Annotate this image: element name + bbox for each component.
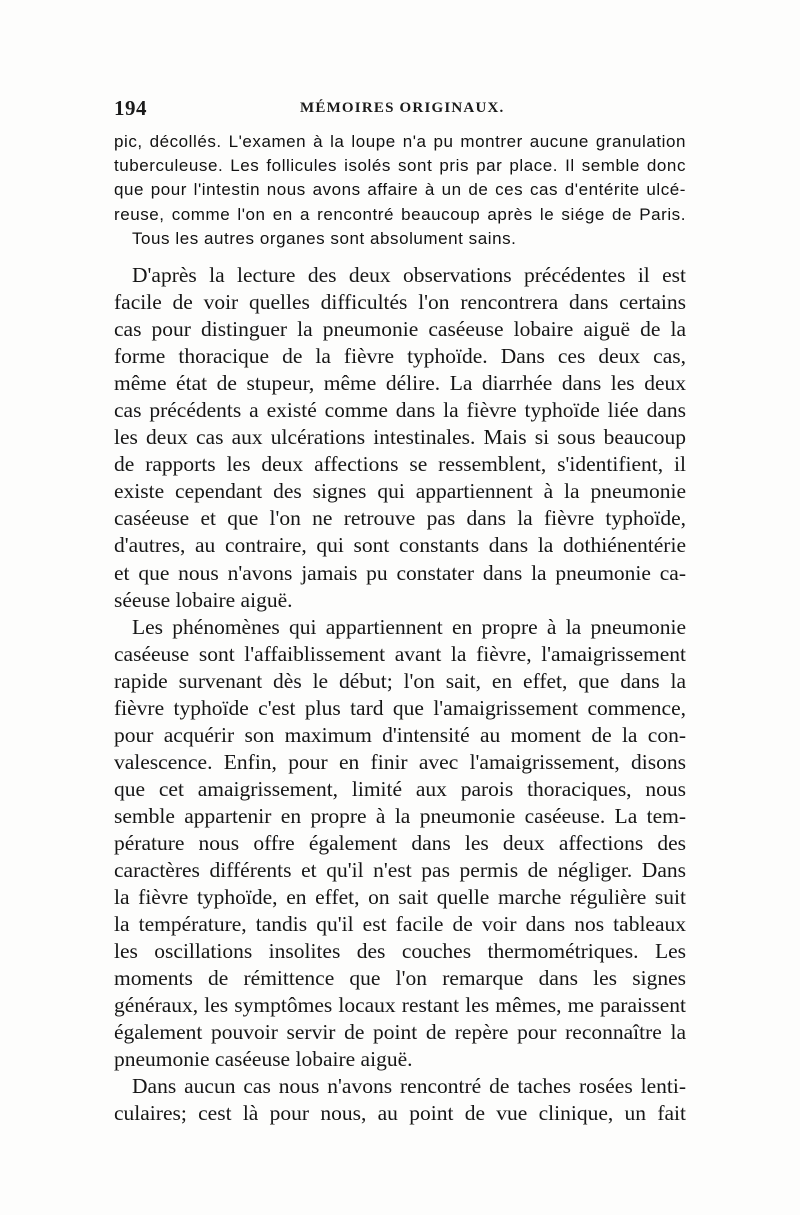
text-line: la température, tandis qu'il est facile de voir dans nos tableaux <box>114 912 686 937</box>
text-line: généraux, les symptômes locaux restant les mêmes, me paraissent <box>114 993 686 1018</box>
text-line: d'autres, au contraire, qui sont constants dans la dothiénentérie <box>114 533 686 558</box>
text-line: facile de voir quelles difficultés l'on rencontrera dans certains <box>114 290 686 315</box>
text-line: les oscillations insolites des couches thermométriques. Les <box>114 939 686 964</box>
text-line: pour acquérir son maximum d'intensité au moment de la con- <box>114 722 686 747</box>
page-number: 194 <box>114 96 147 120</box>
text-line: Dans aucun cas nous n'avons rencontré de taches rosées lenti- <box>132 1074 686 1099</box>
text-line: cas précédents a existé comme dans la fièvre typhoïde liée dans <box>114 398 686 423</box>
text-line: culaires; cest là pour nous, au point de vue clinique, un fait <box>114 1101 686 1126</box>
text-line: caractères différents et qu'il n'est pas permis de négliger. Dans <box>114 858 686 883</box>
running-head <box>114 96 694 124</box>
text-line: reuse, comme l'on en a rencontré beaucoup après le siége de Paris. <box>114 204 686 224</box>
text-line: les deux cas aux ulcérations intestinales. Mais si sous beaucoup <box>114 425 686 450</box>
text-line: même état de stupeur, même délire. La diarrhée dans les deux <box>114 371 686 396</box>
text-line: valescence. Enfin, pour en finir avec l'amaigrissement, disons <box>114 749 686 774</box>
text-line: Tous les autres organes sont absolument sains. <box>132 228 517 248</box>
text-line: caséeuse sont l'affaiblissement avant la fièvre, l'amaigrissement <box>114 641 686 666</box>
text-line: semble appartenir en propre à la pneumonie caséeuse. La tem- <box>114 803 686 828</box>
text-line: moments de rémittence que l'on remarque dans les signes <box>114 966 686 991</box>
text-line: pneumonie caséeuse lobaire aiguë. <box>114 1047 413 1072</box>
text-line: que cet amaigrissement, limité aux parois thoraciques, nous <box>114 776 686 801</box>
text-line: et que nous n'avons jamais pu constater dans la pneumonie ca- <box>114 560 686 585</box>
text-line: cas pour distinguer la pneumonie caséeuse lobaire aiguë de la <box>114 317 686 342</box>
text-line: caséeuse et que l'on ne retrouve pas dans la fièvre typhoïde, <box>114 506 686 531</box>
text-line: de rapports les deux affections se ressemblent, s'identifient, il <box>114 452 686 477</box>
text-line: que pour l'intestin nous avons affaire à un de ces cas d'entérite ulcé- <box>114 180 686 200</box>
text-line: pic, décollés. L'examen à la loupe n'a pu montrer aucune granulation <box>114 132 686 151</box>
text-line: D'après la lecture des deux observations précédentes il est <box>132 263 686 287</box>
text-line: rapide survenant dès le début; l'on sait, en effet, que dans la <box>114 668 686 693</box>
text-line: également pouvoir servir de point de repère pour reconnaître la <box>114 1020 686 1045</box>
text-line: forme thoracique de la fièvre typhoïde. Dans ces deux cas, <box>114 344 686 369</box>
paragraph-3 <box>114 1073 686 1127</box>
paragraph-1 <box>114 262 686 614</box>
text-line: la fièvre typhoïde, en effet, on sait quelle marche régulière suit <box>114 885 686 910</box>
text-line: séeuse lobaire aiguë. <box>114 587 293 612</box>
text-line: Les phénomènes qui appartiennent en propre à la pneumonie <box>132 614 686 639</box>
journal-title: MÉMOIRES ORIGINAUX. <box>300 100 505 116</box>
text-line: existe cependant des signes qui appartiennent à la pneumonie <box>114 479 686 504</box>
observation-conclusion <box>114 130 686 251</box>
body-text <box>114 262 686 1128</box>
paragraph-2 <box>114 614 686 1074</box>
text-line: tuberculeuse. Les follicules isolés sont pris par place. Il semble donc <box>114 156 686 176</box>
text-line: pérature nous offre également dans les deux affections des <box>114 830 686 855</box>
text-line: fièvre typhoïde c'est plus tard que l'amaigrissement commence, <box>114 695 686 720</box>
